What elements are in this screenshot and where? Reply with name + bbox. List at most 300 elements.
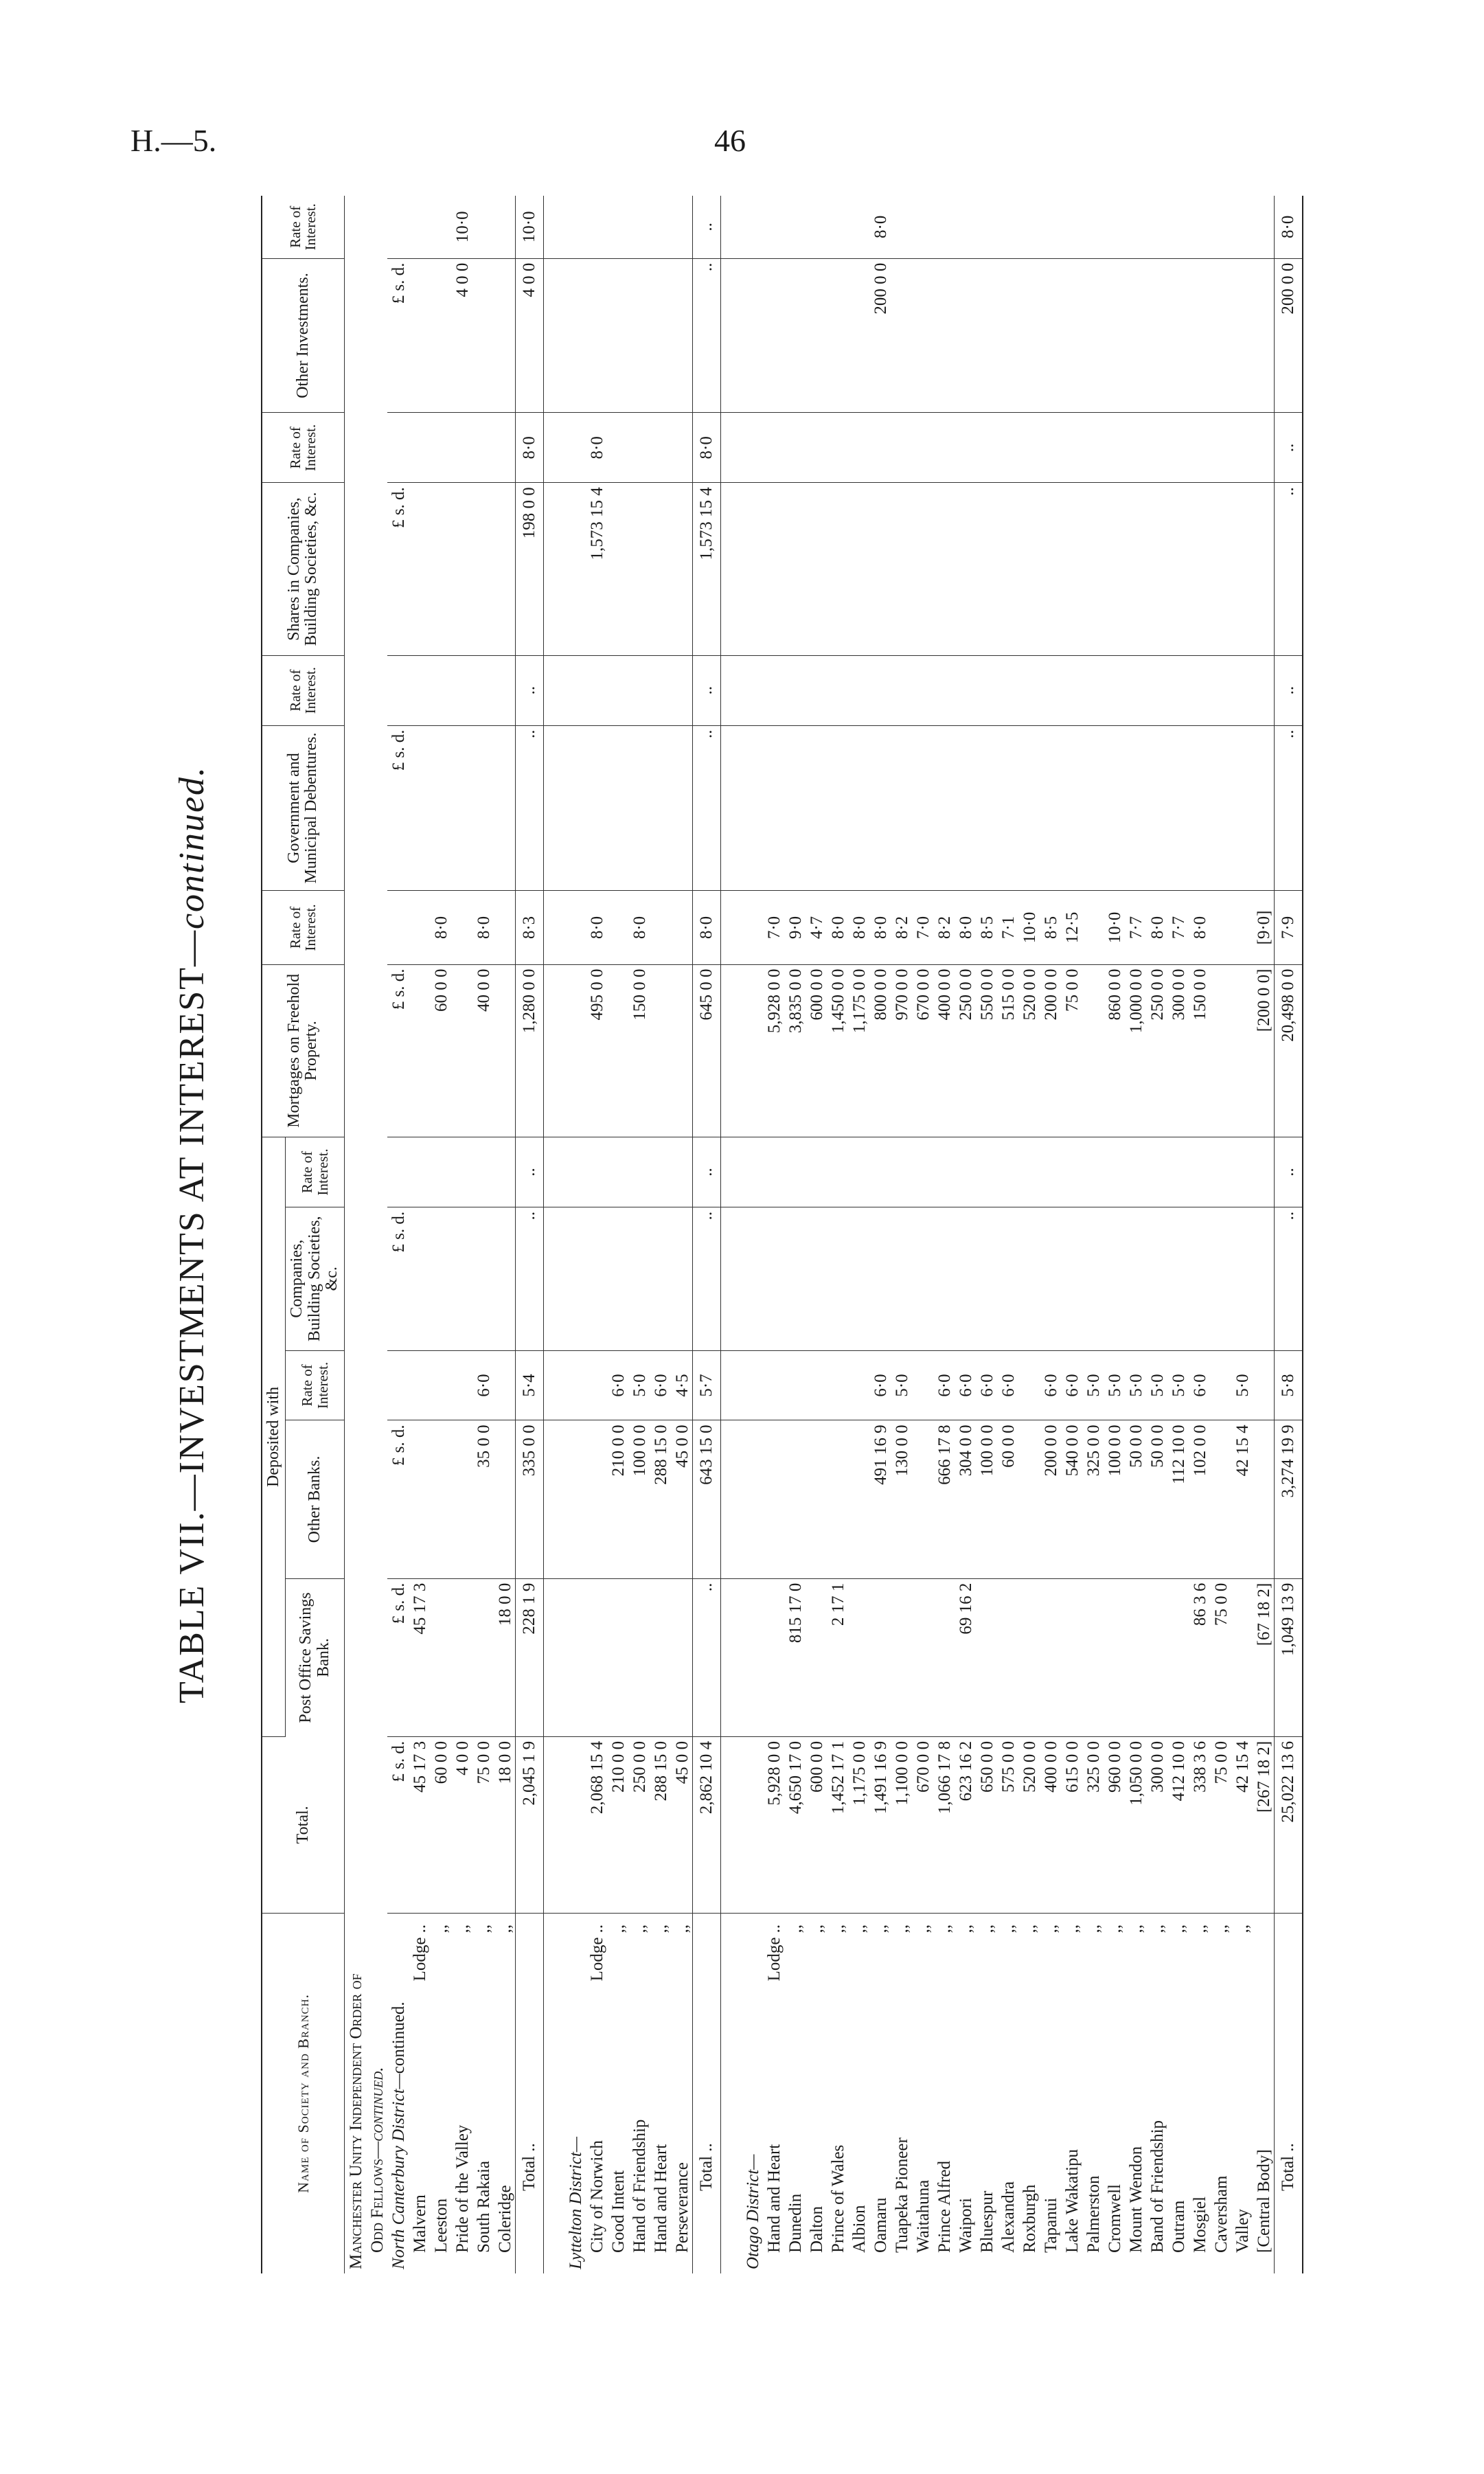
branch-name-cell [869, 1913, 891, 2273]
cell-r6 [430, 196, 451, 258]
unit-cell: £ s. d. [387, 1736, 409, 1913]
total-cell-ob: 335 0 0 [515, 1420, 543, 1578]
cell-oi [1253, 258, 1275, 413]
total-cell-total: 2,862 10 4 [692, 1736, 720, 1913]
unit-cell: £ s. d. [387, 1207, 409, 1350]
cell-r1 [409, 1350, 430, 1420]
cell-r3: 12·5 [1061, 891, 1082, 964]
cell-r2 [1146, 1137, 1167, 1207]
cell-comp [451, 1207, 472, 1350]
cell-ob: 42 15 4 [1231, 1420, 1253, 1578]
cell-r3: 8·2 [933, 891, 955, 964]
cell-r4 [827, 655, 848, 725]
cell-r4 [1018, 655, 1040, 725]
unit-cell [742, 1578, 763, 1736]
cell-total: 338 3 6 [1189, 1736, 1210, 1913]
spacer-cell [720, 1137, 742, 1207]
cell-oi [628, 258, 650, 413]
cell-r5 [806, 413, 827, 483]
unit-cell [564, 1207, 586, 1350]
unit-cell: £ s. d. [387, 483, 409, 656]
cell-comp [628, 1207, 650, 1350]
cell-r2 [607, 1137, 628, 1207]
cell-r4 [451, 655, 472, 725]
cell-r1 [586, 1350, 607, 1420]
district-total-row [515, 196, 543, 2273]
branch-name-cell [997, 1913, 1018, 2273]
cell-mort: 1,450 0 0 [827, 964, 848, 1137]
cell-oi [1082, 258, 1104, 413]
branch-suffix: ,, [652, 1924, 671, 1933]
cell-gov [1231, 725, 1253, 891]
cell-mort: 250 0 0 [955, 964, 976, 1137]
cell-ob: 50 0 0 [1125, 1420, 1146, 1578]
cell-r4 [472, 655, 494, 725]
cell-mort: 800 0 0 [869, 964, 891, 1137]
cell-r4 [1061, 655, 1082, 725]
total-cell-r1: 5·4 [515, 1350, 543, 1420]
cell-r1: 5·0 [891, 1350, 912, 1420]
cell-gov [586, 725, 607, 891]
cell-ob [806, 1420, 827, 1578]
cell-sh [451, 483, 472, 656]
cell-comp [997, 1207, 1018, 1350]
cell-total: 520 0 0 [1018, 1736, 1040, 1913]
col-header-total: Total. [262, 1736, 344, 1913]
cell-r6 [955, 196, 976, 258]
branch-row [1231, 196, 1253, 2273]
society-heading-row [344, 196, 366, 2273]
total-label: Total .. [692, 1913, 720, 2273]
cell-sh [784, 483, 806, 656]
branch-name: South Rakaia [475, 2160, 494, 2253]
cell-r4 [430, 655, 451, 725]
cell-po: 815 17 0 [784, 1578, 806, 1736]
cell-r4 [1146, 655, 1167, 725]
table-title-continued: continued. [172, 765, 212, 930]
branch-name-cell [912, 1913, 933, 2273]
branch-row [806, 196, 827, 2273]
cell-r6 [1167, 196, 1189, 258]
total-cell-sh: 1,573 15 4 [692, 483, 720, 656]
cell-r5 [869, 413, 891, 483]
cell-r1 [806, 1350, 827, 1420]
total-cell-r4: .. [692, 655, 720, 725]
spacer-cell [720, 483, 742, 656]
cell-sh [763, 483, 784, 656]
cell-comp [806, 1207, 827, 1350]
branch-suffix: ,, [978, 1924, 997, 1933]
cell-total: 1,100 0 0 [891, 1736, 912, 1913]
cell-gov [1146, 725, 1167, 891]
cell-comp [976, 1207, 997, 1350]
cell-po [1018, 1578, 1040, 1736]
branch-name: Hand and Heart [765, 2144, 784, 2253]
cell-r3 [1231, 891, 1253, 964]
cell-comp [1253, 1207, 1275, 1350]
cell-r1: 6·0 [997, 1350, 1018, 1420]
cell-r6: 8·0 [869, 196, 891, 258]
cell-r1: 5·0 [1231, 1350, 1253, 1420]
cell-oi [891, 258, 912, 413]
cell-gov [763, 725, 784, 891]
page-number: 46 [714, 123, 746, 158]
unit-cell [564, 725, 586, 891]
branch-suffix: ,, [1191, 1924, 1210, 1933]
cell-r3: 7·1 [997, 891, 1018, 964]
cell-ob [912, 1420, 933, 1578]
cell-ob: 60 0 0 [997, 1420, 1018, 1578]
cell-total: 250 0 0 [628, 1736, 650, 1913]
branch-name: Prince of Wales [829, 2144, 848, 2253]
cell-r6 [891, 196, 912, 258]
cell-r2 [451, 1137, 472, 1207]
cell-r3: 8·0 [955, 891, 976, 964]
district-name [742, 1913, 763, 2273]
cell-comp [1125, 1207, 1146, 1350]
cell-total: 2,068 15 4 [586, 1736, 607, 1913]
society-name [344, 196, 366, 2273]
spacer-cell [543, 1137, 564, 1207]
branch-name: Lake Wakatipu [1063, 2149, 1082, 2253]
spacer-cell [720, 891, 742, 964]
branch-name-cell [1189, 1913, 1210, 2273]
cell-total: 650 0 0 [976, 1736, 997, 1913]
total-label: Total .. [1274, 1913, 1303, 2273]
cell-mort: 250 0 0 [1146, 964, 1167, 1137]
cell-ob [1210, 1420, 1231, 1578]
cell-r5 [409, 413, 430, 483]
cell-sh [1210, 483, 1231, 656]
unit-cell [564, 196, 586, 258]
branch-row [1082, 196, 1104, 2273]
cell-ob: 325 0 0 [1082, 1420, 1104, 1578]
cell-ob [494, 1420, 516, 1578]
branch-suffix: ,, [808, 1924, 827, 1933]
unit-cell [742, 725, 763, 891]
cell-r2 [763, 1137, 784, 1207]
unit-cell: £ s. d. [387, 1420, 409, 1578]
cell-ob: 491 16 9 [869, 1420, 891, 1578]
col-header-other-investments: Other Investments. [262, 258, 344, 413]
cell-r5 [607, 413, 628, 483]
cell-r1 [1210, 1350, 1231, 1420]
cell-r2 [827, 1137, 848, 1207]
cell-mort [1231, 964, 1253, 1137]
branch-row [848, 196, 869, 2273]
cell-total: 75 0 0 [472, 1736, 494, 1913]
cell-r4 [494, 655, 516, 725]
cell-r1 [430, 1350, 451, 1420]
cell-sh [1189, 483, 1210, 656]
cell-r5 [494, 413, 516, 483]
col-header-rate3: Rate of Interest. [262, 891, 344, 964]
branch-name-cell [472, 1913, 494, 2273]
cell-r6 [1104, 196, 1125, 258]
cell-r2 [472, 1137, 494, 1207]
cell-r4 [607, 655, 628, 725]
cell-sh [409, 483, 430, 656]
cell-comp [955, 1207, 976, 1350]
col-header-name: Name of Society and Branch. [262, 1913, 344, 2273]
branch-suffix: Lodge .. [411, 1924, 430, 1982]
cell-oi [430, 258, 451, 413]
cell-r3 [1210, 891, 1231, 964]
cell-r2 [1253, 1137, 1275, 1207]
cell-ob: 666 17 8 [933, 1420, 955, 1578]
branch-row [494, 196, 516, 2273]
cell-r6 [409, 196, 430, 258]
cell-po [1104, 1578, 1125, 1736]
branch-row [1104, 196, 1125, 2273]
cell-r1 [1018, 1350, 1040, 1420]
unit-cell [742, 1420, 763, 1578]
cell-r6 [1082, 196, 1104, 258]
cell-sh [472, 483, 494, 656]
branch-row [869, 196, 891, 2273]
total-cell-r6: 8·0 [1274, 196, 1303, 258]
cell-sh [912, 483, 933, 656]
branch-name: Malvern [411, 2194, 430, 2253]
cell-r3 [1082, 891, 1104, 964]
branch-suffix: ,, [850, 1924, 869, 1933]
cell-r1 [848, 1350, 869, 1420]
cell-sh [806, 483, 827, 656]
cell-r5 [1167, 413, 1189, 483]
cell-r6 [933, 196, 955, 258]
cell-mort: 495 0 0 [586, 964, 607, 1137]
cell-r1: 5·0 [1167, 1350, 1189, 1420]
branch-name-cell [976, 1913, 997, 2273]
district-name-text: North Canterbury District— [389, 2074, 409, 2269]
cell-gov [1253, 725, 1275, 891]
spacer-cell [543, 1578, 564, 1736]
cell-total: 615 0 0 [1061, 1736, 1082, 1913]
cell-r3: 8·0 [1146, 891, 1167, 964]
cell-gov [806, 725, 827, 891]
branch-suffix: ,, [914, 1924, 933, 1933]
cell-oi [1061, 258, 1082, 413]
total-cell-total: 25,022 13 6 [1274, 1736, 1303, 1913]
spacer-cell [543, 964, 564, 1137]
col-header-government: Government and Municipal Debentures. [262, 725, 344, 891]
cell-po [869, 1578, 891, 1736]
branch-name-cell [430, 1913, 451, 2273]
cell-r3: 8·0 [430, 891, 451, 964]
total-cell-r1: 5·8 [1274, 1350, 1303, 1420]
cell-gov [1018, 725, 1040, 891]
total-cell-r5: .. [1274, 413, 1303, 483]
cell-mort: 600 0 0 [806, 964, 827, 1137]
cell-r6 [997, 196, 1018, 258]
cell-mort [1210, 964, 1231, 1137]
cell-oi [1189, 258, 1210, 413]
cell-sh [628, 483, 650, 656]
total-cell-comp: .. [692, 1207, 720, 1350]
total-cell-total: 2,045 1 9 [515, 1736, 543, 1913]
cell-po [976, 1578, 997, 1736]
cell-oi [806, 258, 827, 413]
cell-mort: [200 0 0] [1253, 964, 1275, 1137]
branch-row [1061, 196, 1082, 2273]
cell-r5 [1189, 413, 1210, 483]
unit-cell [387, 196, 409, 258]
cell-mort [409, 964, 430, 1137]
cell-oi [1146, 258, 1167, 413]
branch-name: Perseverance [673, 2162, 692, 2253]
cell-total: 960 0 0 [1104, 1736, 1125, 1913]
spacer-cell [720, 655, 742, 725]
cell-po: 75 0 0 [1210, 1578, 1231, 1736]
cell-oi [1125, 258, 1146, 413]
unit-cell [564, 1137, 586, 1207]
cell-total: 575 0 0 [997, 1736, 1018, 1913]
cell-r2 [997, 1137, 1018, 1207]
unit-cell [742, 964, 763, 1137]
branch-name: Mosgiel [1191, 2197, 1210, 2253]
branch-row [955, 196, 976, 2273]
cell-gov [933, 725, 955, 891]
col-header-other-banks: Other Banks. [286, 1420, 344, 1578]
cell-total: 60 0 0 [430, 1736, 451, 1913]
cell-r5 [997, 413, 1018, 483]
cell-r2 [1082, 1137, 1104, 1207]
unit-cell [742, 1736, 763, 1913]
unit-cell [387, 1137, 409, 1207]
branch-suffix: ,, [999, 1924, 1018, 1933]
branch-name: Band of Friendship [1148, 2120, 1167, 2253]
cell-ob [784, 1420, 806, 1578]
cell-r2 [430, 1137, 451, 1207]
col-header-mortgages: Mortgages on Freehold Property. [262, 964, 344, 1137]
spacer-row [543, 196, 564, 2273]
district-heading-row [564, 196, 586, 2273]
society-name-line1: Manchester Unity Independent Order of [347, 1973, 366, 2269]
cell-oi [1231, 258, 1253, 413]
cell-po [933, 1578, 955, 1736]
branch-name: Hand of Friendship [630, 2119, 650, 2253]
total-cell-gov: .. [1274, 725, 1303, 891]
branch-name-cell [494, 1913, 516, 2273]
cell-po [891, 1578, 912, 1736]
total-cell-r3: 7·9 [1274, 891, 1303, 964]
cell-r6 [976, 196, 997, 258]
cell-total: 4,650 17 0 [784, 1736, 806, 1913]
cell-comp [671, 1207, 693, 1350]
spacer-cell [543, 1913, 564, 2273]
cell-r5 [1040, 413, 1061, 483]
cell-oi [955, 258, 976, 413]
cell-r4 [933, 655, 955, 725]
cell-sh [997, 483, 1018, 656]
branch-name: Alexandra [999, 2181, 1018, 2253]
cell-sh [955, 483, 976, 656]
cell-total: 1,452 17 1 [827, 1736, 848, 1913]
cell-total: 45 0 0 [671, 1736, 693, 1913]
branch-suffix: ,, [871, 1924, 891, 1933]
branch-name: Tapanui [1042, 2197, 1061, 2253]
branch-row [586, 196, 607, 2273]
cell-r6 [586, 196, 607, 258]
unit-cell [742, 483, 763, 656]
cell-r4 [1189, 655, 1210, 725]
unit-cell [742, 891, 763, 964]
cell-sh [933, 483, 955, 656]
col-header-rate2: Rate of Interest. [286, 1137, 344, 1207]
total-cell-mort: 645 0 0 [692, 964, 720, 1137]
cell-po [912, 1578, 933, 1736]
cell-r5 [1125, 413, 1146, 483]
branch-suffix: ,, [1127, 1924, 1146, 1933]
unit-cell [742, 196, 763, 258]
spacer-cell [720, 1207, 742, 1350]
total-cell-po: .. [692, 1578, 720, 1736]
branch-name: City of Norwich [588, 2140, 607, 2253]
branch-suffix: ,, [893, 1924, 912, 1933]
cell-r6 [1231, 196, 1253, 258]
cell-ob: 304 0 0 [955, 1420, 976, 1578]
cell-r5 [1253, 413, 1275, 483]
cell-gov [1082, 725, 1104, 891]
cell-comp [1082, 1207, 1104, 1350]
cell-r3: 8·0 [848, 891, 869, 964]
cell-oi [1018, 258, 1040, 413]
cell-r6 [1146, 196, 1167, 258]
cell-r3: 9·0 [784, 891, 806, 964]
unit-cell [742, 1207, 763, 1350]
cell-comp [1018, 1207, 1040, 1350]
cell-r2 [628, 1137, 650, 1207]
cell-r2 [671, 1137, 693, 1207]
cell-r2 [976, 1137, 997, 1207]
spacer-cell [720, 413, 742, 483]
cell-ob: 288 15 0 [650, 1420, 671, 1578]
cell-r4 [1125, 655, 1146, 725]
cell-ob [430, 1420, 451, 1578]
cell-r6 [806, 196, 827, 258]
cell-ob: 35 0 0 [472, 1420, 494, 1578]
total-cell-gov: .. [515, 725, 543, 891]
cell-comp [933, 1207, 955, 1350]
branch-name: Tuapeka Pioneer [893, 2137, 912, 2253]
total-cell-r2: .. [515, 1137, 543, 1207]
cell-r4 [671, 655, 693, 725]
spacer-cell [720, 1350, 742, 1420]
cell-sh [494, 483, 516, 656]
cell-r5 [1104, 413, 1125, 483]
cell-r6 [763, 196, 784, 258]
cell-mort: 60 0 0 [430, 964, 451, 1137]
branch-name-cell [1061, 1913, 1082, 2273]
total-cell-po: 1,049 13 9 [1274, 1578, 1303, 1736]
spacer-cell [543, 891, 564, 964]
unit-cell [387, 1350, 409, 1420]
cell-r3: [9·0] [1253, 891, 1275, 964]
spacer-cell [543, 413, 564, 483]
cell-r1: 5·0 [1146, 1350, 1167, 1420]
cell-r2 [869, 1137, 891, 1207]
unit-cell [387, 413, 409, 483]
branch-name-cell [607, 1913, 628, 2273]
cell-oi [586, 258, 607, 413]
spacer-cell [720, 725, 742, 891]
cell-ob [451, 1420, 472, 1578]
cell-gov [1189, 725, 1210, 891]
cell-po [451, 1578, 472, 1736]
branch-name: Roxburgh [1020, 2184, 1040, 2253]
cell-total: 5,928 0 0 [763, 1736, 784, 1913]
cell-total: 623 16 2 [955, 1736, 976, 1913]
